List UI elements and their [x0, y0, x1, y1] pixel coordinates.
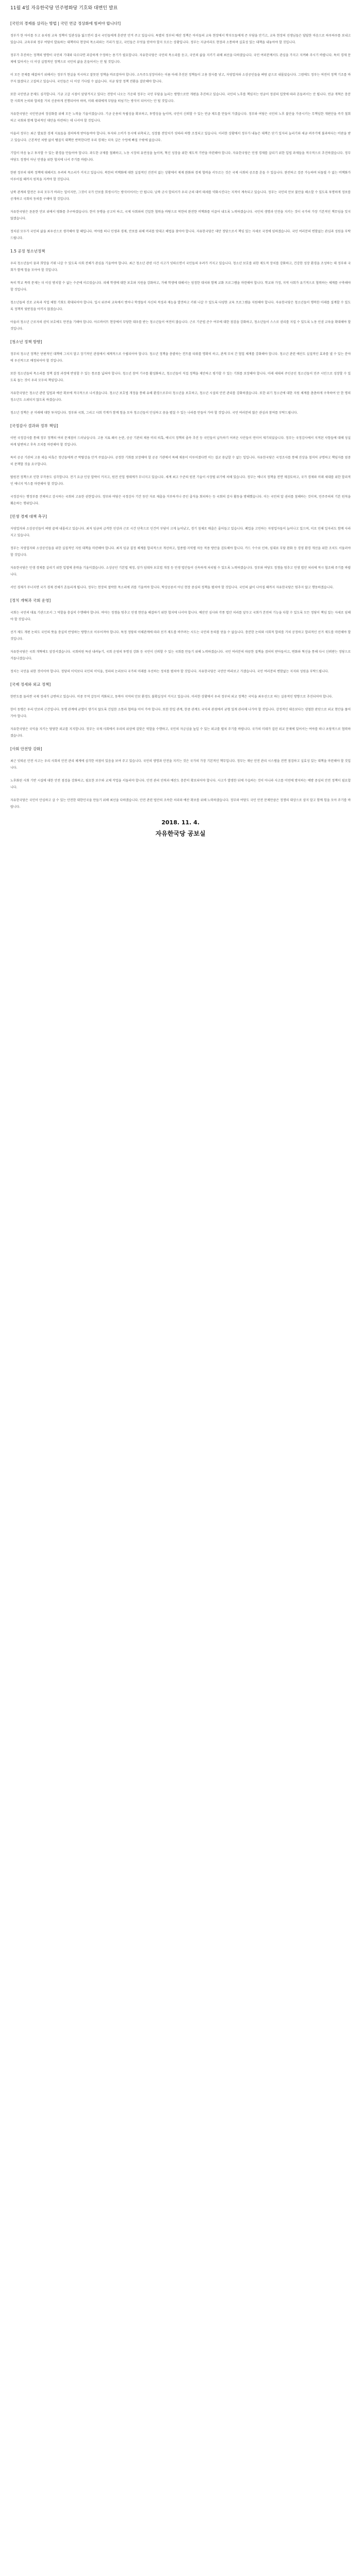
body-paragraph: 남북 관계의 발전은 우리 모두가 바라는 일이지만, 그것이 국가 안보를 희생시키는 방식이어서는 안 됩니다. 남북 군사 합의서가 우리 군의 대비 태세를 약화시킨다는 지적이 계속되고 있습니다. 정부는 국민의 안보 불안을 해소할 수 있도록 투명하게 정보를 공개하고 국회의 동의를 구해야 할 것입니다. [10, 191, 352, 201]
section-heading: [청소년 정책 방향] [10, 340, 42, 344]
body-paragraph: 한편 정부의 대북 정책에 대해서도 우려의 목소리가 커지고 있습니다. 북한의 비핵화에 대한 실질적인 진전이 없는 상황에서 제재 완화와 경제 협력을 서두르는 것은 국제 사회의 공조를 흔들 수 있습니다. 완전하고 검증 가능하며 되돌릴 수 없는 비핵화가 이루어질 때까지 원칙을 지켜야 할 것입니다. [10, 171, 352, 181]
body-paragraph: 우리 청소년들이 꿈과 희망을 키워 나갈 수 있도록 사회 전체가 관심을 기울여야 합니다. 최근 청소년 관련 사건 사고가 잇따르면서 국민들의 우려가 커지고 있습니다. 청소년 보호를 위한 제도적 장치를 강화하고, 건강한 성장 환경을 조성하는 데 정부와 국회가 함께 힘을 모아야 할 것입니다. [10, 262, 351, 272]
body-paragraph: 정부는 자영업자와 소상공인들을 위한 실질적인 지원 대책을 마련해야 합니다. 최저 임금 결정 체계를 합리적으로 개선하고, 업종별·지역별 차등 적용 방안을 검토해야 합니다. 카드 수수료 인하, 임대료 부담 완화 등 경영 환경 개선을 위한 조치도 서둘러야 할 것입니다. [10, 547, 352, 557]
body-paragraph: 또한 청소년들의 목소리를 정책 결정 과정에 반영할 수 있는 통로를 넓혀야 합니다. 청소년 참여 기구를 활성화하고, 청소년들이 직접 정책을 제안하고 평가할 수 있는 기회를 보장해야 합니다. 미래 세대의 주인공인 청소년들이 민주 시민으로 성장할 수 있도록 돕는 것이 우리 모두의 책임입니다. [10, 372, 351, 382]
section-heading: [정치 개혁과 국회 운영] [10, 598, 51, 603]
statement-section [10, 513, 351, 591]
statement-section [10, 597, 351, 675]
body-paragraph: 정부가 추진하는 정책의 방향이 국민의 기대와 다르다면 과감하게 수정하는 용기가 필요합니다. 자유한국당은 국민의 목소리를 듣고, 국민의 삶을 지키기 위해 최선을 다하겠습니다. 국민 여러분께서도 관심을 가지고 지켜봐 주시기 바랍니다. 특히 경제 문제에 있어서는 더 이상 실험적인 정책으로 국민의 삶을 흔들어서는 안 될 것입니다. [10, 54, 351, 64]
body-paragraph: 탈원전 정책으로 인한 부작용도 심각합니다. 전기 요금 인상 압박이 커지고, 원전 산업 생태계가 무너지고 있습니다. 세계 최고 수준의 원전 기술이 사장될 위기에 처해 있습니다. 정부는 에너지 정책을 전면 재검토하고, 국가 경제와 미래 세대를 위한 합리적인 에너지 믹스를 마련해야 할 것입니다. [10, 476, 351, 486]
statement-section [10, 248, 351, 332]
body-paragraph: 자유한국당은 국익을 지키는 당당한 외교를 지지합니다. 정부는 국제 사회에서 우리의 위상에 걸맞은 역할을 수행하고, 국민의 자긍심을 높일 수 있는 외교를 펼쳐 주기를 바랍니다. 국가의 미래가 걸린 외교 문제에 있어서는 여야를 떠나 초당적으로 협력하겠습니다. [10, 727, 351, 738]
body-paragraph: 자유한국당은 민생 경제를 살리기 위한 입법에 총력을 기울이겠습니다. 소상공인 기본법 제정, 상가 임대차 보호법 개정 등 민생 법안들이 신속하게 처리될 수 있도록 노력하겠습니다. 정부와 여당도 정쟁을 멈추고 민생 법안 처리에 적극 협조해 주기를 바랍니다. [10, 566, 351, 577]
body-paragraph: 또한 국민연금 문제도 심각합니다. 기금 고갈 시점이 앞당겨지고 있다는 전망이 나오는 가운데 정부는 국민 부담을 늘리는 방향으로만 개편을 추진하고 있습니다. 국민의 노후를 책임지는 연금이 정권의 입맛에 따라 흔들려서는 안 됩니다. 연금 개혁은 충분한 사회적 논의와 합의를 거쳐 신중하게 진행되어야 하며, 미래 세대에게 부담을 떠넘기는 방식이 되어서는 안 될 것입니다. [10, 93, 351, 103]
body-paragraph: 자유한국당은 튼튼한 안보 위에서 평화를 추구하겠습니다. 한미 동맹을 공고히 하고, 국제 사회와의 긴밀한 협력을 바탕으로 북한의 완전한 비핵화를 이끌어 내도록 노력하겠습니다. 국민의 생명과 안전을 지키는 것이 국가의 가장 기본적인 책무임을 잊지 않겠습니다. [10, 210, 352, 221]
section-heading: 1.5 공정 청소년정책 [10, 249, 45, 253]
closing-block [10, 818, 351, 839]
body-paragraph: 정치권 모두가 국민의 삶을 최우선으로 생각해야 할 때입니다. 여야를 떠나 민생과 경제, 안보를 위해 머리를 맞대고 해법을 찾아야 합니다. 자유한국당은 대안 정당으로서 책임 있는 자세로 국정에 임하겠습니다. 국민 여러분의 변함없는 관심과 성원을 부탁드립니다. [10, 230, 351, 240]
statement-section [10, 745, 351, 810]
body-paragraph: 정치는 국민을 위한 것이어야 합니다. 정당의 이익보다 국민의 이익을, 정파의 논리보다 국가의 미래를 우선하는 정치를 펼쳐야 할 것입니다. 자유한국당은 국민만 바라보고 가겠습니다. 국민 여러분의 변함없는 지지와 성원을 부탁드립니다. [10, 670, 329, 673]
body-paragraph: 한미 동맹은 우리 안보의 근간입니다. 동맹 관계에 균열이 생기지 않도록 긴밀한 소통과 협력을 이어 가야 합니다. 또한 한일 관계, 한중 관계도 국익의 관점에서 균형 있게 관리해 나가야 할 것입니다. 감정적인 대응보다는 냉철한 판단으로 외교 현안을 풀어 가야 합니다. [10, 708, 352, 718]
body-paragraph: 이 모든 문제를 해결하기 위해서는 정부가 현실을 직시하고 잘못된 정책을 바로잡아야 합니다. 소득주도성장이라는 이름 아래 추진된 정책들이 고용 참사를 낳고, 자영업자와 소상공인들을 벼랑 끝으로 내몰았습니다. 그럼에도 정부는 여전히 정책 기조를 바꾸지 않겠다고 고집하고 있습니다. 국민들은 더 이상 기다릴 수 없습니다. 지금 당장 정책 전환을 결단해야 합니다. [10, 73, 351, 83]
body-paragraph: 선거 제도 개편 논의도 국민의 뜻을 충실히 반영하는 방향으로 이루어져야 합니다. 특정 정당의 이해관계에 따라 선거 제도를 바꾸려는 시도는 국민의 동의를 얻을 수 없습니다. 충분한 논의와 사회적 합의를 거쳐 공정하고 합리적인 선거 제도를 마련해야 할 것입니다. [10, 631, 352, 641]
statement-section [10, 20, 351, 242]
section-heading: [민생 경제 대책 촉구] [10, 514, 47, 519]
body-paragraph: 청소년 정책은 곧 미래에 대한 투자입니다. 정부와 국회, 그리고 사회 각계가 함께 힘을 모아 청소년들이 안심하고 꿈을 펼칠 수 있는 나라를 만들어 가야 할 것입니다. 국민 여러분의 많은 관심과 참여를 부탁드립니다. [10, 411, 298, 415]
body-paragraph: 아울러 정부는 최근 발표한 경제 지표들을 겸허하게 받아들여야 합니다. 투자와 소비가 동시에 위축되고, 성장률 전망치가 잇따라 하향 조정되고 있습니다. 이러한 상황에서 정부가 내놓은 대책은 단기 일자리 늘리기와 세금 퍼주기에 불과하다는 비판을 받고 있습니다. 근본적인 처방 없이 땜질식 대책만 반복한다면 우리 경제는 더욱 깊은 수렁에 빠질 수밖에 없습니다. [10, 132, 351, 142]
statement-section [10, 681, 351, 739]
body-paragraph: 노후화된 사회 기반 시설에 대한 안전 점검을 강화하고, 필요한 보수와 교체 작업을 서둘러야 합니다. 안전 관리 인력과 예산도 충분히 확보되어야 합니다. 사고가 발생한 뒤에 수습하는 것이 아니라 사고를 미연에 방지하는 예방 중심의 안전 정책이 필요합니다. [10, 779, 351, 789]
release-date: 2018. 11. 4. [161, 819, 200, 826]
body-paragraph: 청소년들의 진로 교육과 직업 체험 기회도 확대되어야 합니다. 입시 위주의 교육에서 벗어나 학생들이 자신의 적성과 재능을 발견하고 키워 나갈 수 있도록 다양한 교육 프로그램을 지원해야 합니다. 자유한국당은 청소년들이 행복한 미래를 설계할 수 있도록 정책적 뒷받침을 아끼지 않겠습니다. [10, 301, 351, 311]
issuing-organization: 자유한국당 공보실 [155, 830, 206, 837]
document-title: 11월 4일 자유한국당 민주평화당 기호와 대변인 발표 [10, 6, 118, 11]
section-heading: [국제 정세와 외교 정책] [10, 682, 51, 687]
body-paragraph: 국회는 국민의 대표 기관으로서 그 역할을 충실히 수행해야 합니다. 여야는 정쟁을 멈추고 민생 현안을 해결하기 위한 협치에 나서야 합니다. 예산안 심사와 각종 법안 처리를 앞두고 국회가 본연의 기능을 다할 수 있도록 모든 정당이 책임 있는 자세로 임해야 할 것입니다. [10, 611, 351, 621]
body-paragraph: 정부가 한 아이를 두고 유치원 교육 정책이 일관성을 잃으면서 결국 국민들에게 혼란만 안겨 주고 있습니다. 특별히 정부의 예산 정책은 아이들의 교육 현장에서 학부모들에게 큰 부담을 안기고, 교육 현장의 선생님들은 답답한 마음으로 하루하루를 보내고 있습니다. 교육부와 정부 여당이 발표하는 대책마다 현장의 목소리와는 거리가 멀고, 국민들은 무엇을 믿어야 할지 모르는 상황입니다. 정부는 지금이라도 현장과 소통하며 실효성 있는 대책을 내놓아야 할 것입니다. [10, 34, 352, 44]
statement-section [10, 422, 351, 507]
body-paragraph: 자유한국당은 국민이 안심하고 살 수 있는 안전한 대한민국을 만들기 위해 최선을 다하겠습니다. 안전 관련 법안의 조속한 처리와 예산 확보를 위해 노력하겠습니다. 정부와 여당도 국민 안전 문제만큼은 정쟁의 대상으로 삼지 말고 함께 힘을 모아 주기를 바랍니다. [10, 799, 351, 809]
body-paragraph: 이번 국정감사를 통해 정부 정책의 여러 문제점이 드러났습니다. 고용 지표 왜곡 논란, 공공 기관의 채용 비리 의혹, 에너지 정책의 졸속 추진 등 국민들이 납득하기 어려운 사안들이 연이어 제기되었습니다. 정부는 국정감사에서 지적된 사항들에 대해 성실하게 답변하고 후속 조치를 마련해야 할 것입니다. [10, 436, 351, 447]
body-paragraph: 최근 잇따른 안전 사고는 우리 사회의 안전 관리 체계에 심각한 허점이 있음을 보여 주고 있습니다. 국민의 생명과 안전을 지키는 것은 국가의 가장 기본적인 책무입니다. 정부는 재난 안전 관리 시스템을 전면 점검하고 실효성 있는 대책을 마련해야 할 것입니다. [10, 759, 351, 770]
body-paragraph: 서민 경제가 무너지면 국가 경제 전체가 흔들리게 됩니다. 정부는 현장의 절박한 목소리에 귀를 기울여야 합니다. 탁상공론이 아닌 현장 중심의 정책을 펼쳐야 할 것입니다. 국민의 삶이 나아질 때까지 자유한국당은 멈추지 않고 행동하겠습니다. [10, 586, 334, 589]
body-paragraph: 아울러 청소년 근로자의 권익 보호에도 만전을 기해야 합니다. 아르바이트 현장에서 부당한 대우를 받는 청소년들이 여전히 많습니다. 근로 기준법 준수 여부에 대한 점검을 강화하고, 청소년들이 스스로 권리를 지킬 수 있도록 노동 인권 교육을 확대해야 할 것입니다. [10, 320, 352, 331]
body-paragraph: 한반도를 둘러싼 국제 정세가 급변하고 있습니다. 미중 무역 갈등이 격화되고, 동북아 지역의 안보 환경도 불확실성이 커지고 있습니다. 이러한 상황에서 우리 정부의 외교 정책은 국익을 최우선으로 하는 실용적인 방향으로 추진되어야 합니다. [10, 695, 333, 699]
body-paragraph: 기업이 마음 놓고 투자할 수 있는 환경을 만들어야 합니다. 과도한 규제를 철폐하고, 노동 시장의 유연성을 높이며, 혁신 성장을 위한 제도적 기반을 마련해야 합니다. 자유한국당은 민생 경제를 살리기 위한 입법 과제들을 적극적으로 추진하겠습니다. 정부 여당도 정쟁이 아닌 민생을 위한 협치에 나서 주기를 바랍니다. [10, 151, 352, 162]
section-heading: [국민의 경제를 살리는 방법 | 국민 연금 정상화에 힘써야 합니다!] [10, 21, 121, 26]
body-paragraph: 국정감사는 행정부를 견제하고 감시하는 국회의 고유한 권한입니다. 정부와 여당은 국정감사 기간 동안 자료 제출을 거부하거나 증인 출석을 회피하는 등 국회의 감사 활동을 방해했습니다. 이는 국민의 알 권리를 침해하는 것이며, 민주주의의 기본 원칙을 훼손하는 행위입니다. [10, 495, 352, 505]
body-paragraph: 정부의 청소년 정책은 단편적인 대책에 그치지 말고 장기적인 관점에서 체계적으로 수립되어야 합니다. 청소년 정책을 총괄하는 컨트롤 타워를 명확히 하고, 관계 부처 간 협업 체계를 강화해야 합니다. 청소년 관련 예산도 실질적인 효과를 낼 수 있는 분야에 우선적으로 배정되어야 할 것입니다. [10, 352, 351, 363]
document-body [10, 20, 351, 810]
body-paragraph: 특히 학교 폭력 문제는 더 이상 방치할 수 없는 수준에 이르렀습니다. 피해 학생에 대한 보호와 지원을 강화하고, 가해 학생에 대해서는 엄정한 대처와 함께 교화 프로그램을 마련해야 합니다. 학교와 가정, 지역 사회가 유기적으로 협력하는 체계를 구축해야 할 것입니다. [10, 281, 352, 292]
body-paragraph: 자유한국당은 청소년 관련 입법과 예산 확보에 적극적으로 나서겠습니다. 청소년 보호법 개정을 통해 유해 환경으로부터 청소년을 보호하고, 청소년 시설의 안전 관리를 강화하겠습니다. 또한 위기 청소년에 대한 지원 체계를 촘촘하게 구축하여 단 한 명의 청소년도 소외되지 않도록 하겠습니다. [10, 392, 352, 402]
section-heading: [국정감사 결과와 정부 책임] [10, 423, 58, 428]
body-paragraph: 자영업자와 소상공인들이 벼랑 끝에 내몰리고 있습니다. 최저 임금의 급격한 인상과 근로 시간 단축으로 인건비 부담이 크게 늘어났고, 경기 침체로 매출은 줄어들고 있습니다. 폐업을 고민하는 자영업자들이 늘어나고 있으며, 이로 인해 일자리도 함께 사라지고 있습니다. [10, 527, 351, 537]
body-paragraph: 자유한국당은 국민연금의 정상화를 위해 모든 노력을 기울이겠습니다. 기금 운용의 독립성을 확보하고, 투명성을 높이며, 국민이 신뢰할 수 있는 연금 제도를 만들어 가겠습니다. 정부와 여당은 국민의 노후 불안을 가중시키는 무책임한 개편안을 즉각 철회하고 국회와 함께 합리적인 대안을 마련하는 데 나서야 할 것입니다. [10, 112, 351, 123]
body-paragraph: 특히 공공 기관의 고용 세습 의혹은 청년들에게 큰 박탈감을 안겨 주었습니다. 공정한 기회를 보장해야 할 공공 기관에서 특혜 채용이 이루어졌다면 이는 결코 용납할 수 없는 일입니다. 자유한국당은 국정조사를 통해 진상을 철저히 규명하고 책임자를 엄중히 문책할 것을 요구합니다. [10, 456, 351, 466]
statement-section [10, 338, 351, 416]
section-heading: [사회 안전망 강화] [10, 747, 42, 751]
body-paragraph: 자유한국당은 국회 개혁에도 앞장서겠습니다. 국회의원 특권 내려놓기, 국회 운영의 투명성 강화 등 국민이 신뢰할 수 있는 국회를 만들기 위해 노력하겠습니다. 국민 여러분의 따끔한 질책을 겸허히 받아들이고, 변화와 혁신을 통해 다시 신뢰받는 정당으로 거듭나겠습니다. [10, 650, 352, 660]
